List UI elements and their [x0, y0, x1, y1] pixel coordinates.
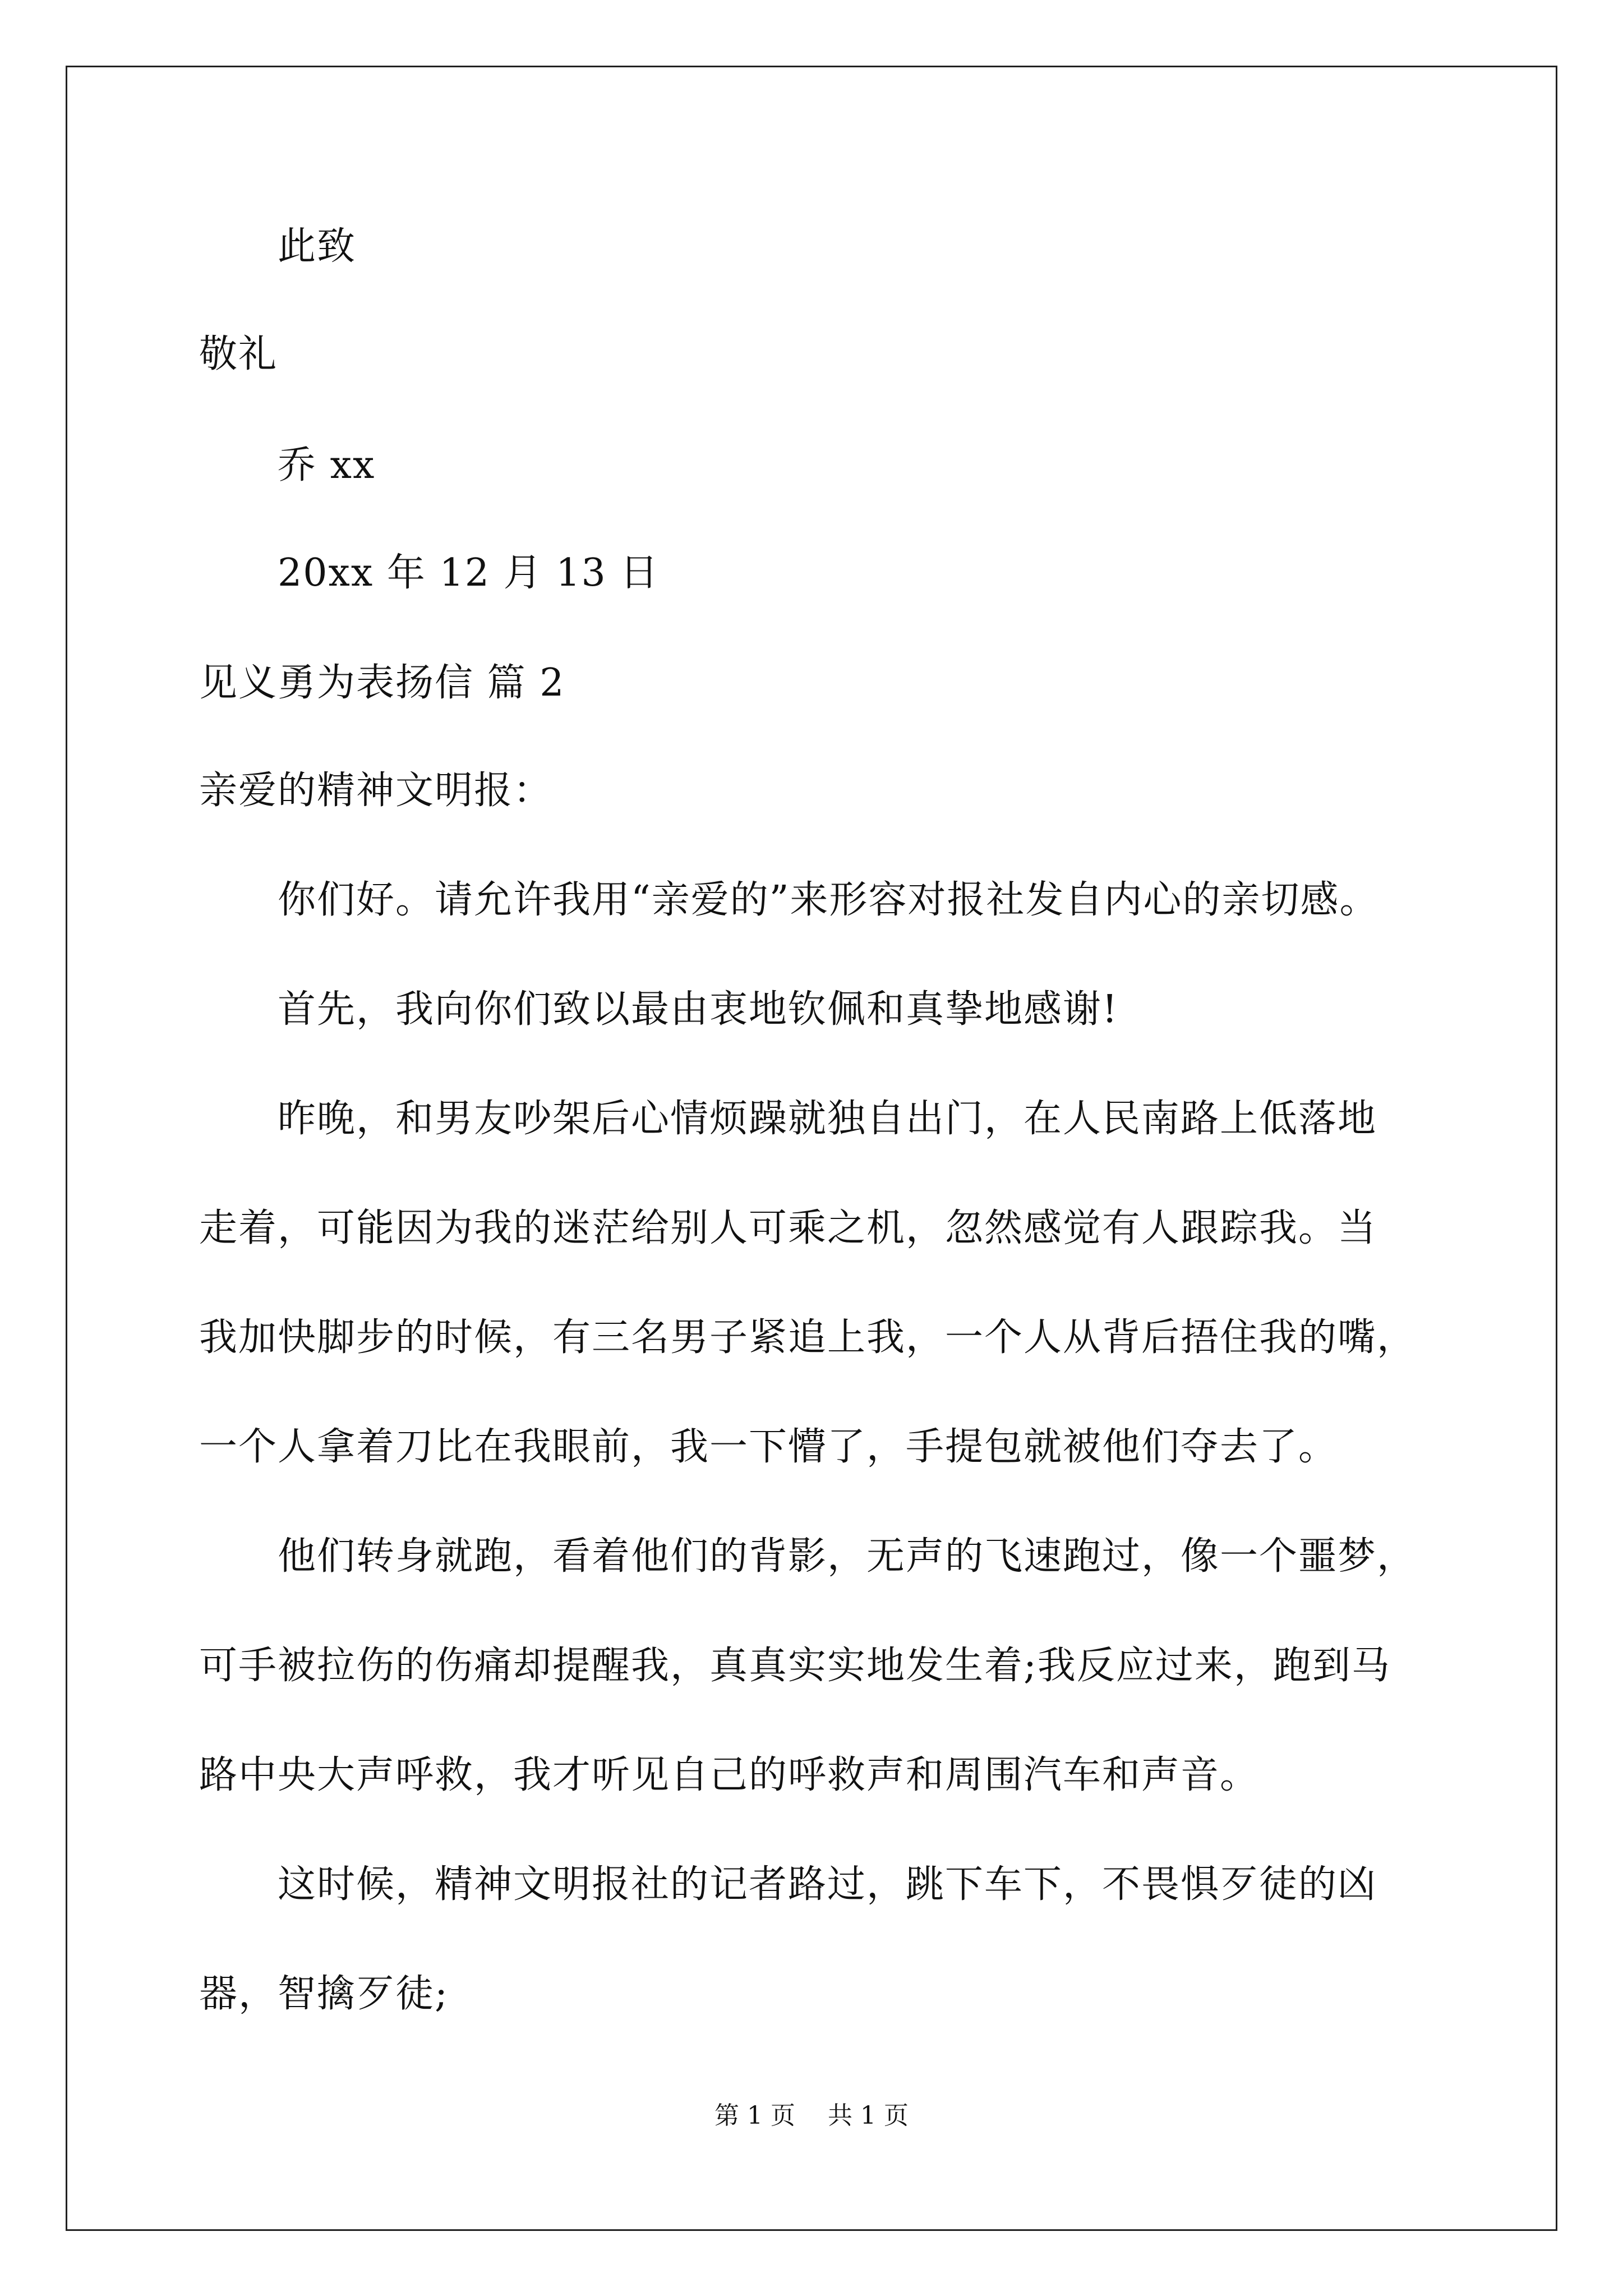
paragraph-line: 这时候，精神文明报社的记者路过，跳下车下，不畏惧歹徒的凶 — [278, 1862, 1377, 1907]
section-title: 见义勇为表扬信 篇 2 — [199, 661, 565, 705]
paragraph-line: 他们转身就跑，看着他们的背影，无声的飞速跑过，像一个噩梦， — [278, 1534, 1417, 1579]
closing-salutation: 此致 — [278, 224, 357, 269]
signature-name: 乔 xx — [278, 443, 376, 487]
closing-regards: 敬礼 — [199, 332, 278, 376]
letter-salutation: 亲爱的精神文明报： — [199, 769, 553, 813]
paragraph-line: 路中央大声呼救，我才听见自己的呼救声和周围汽车和声音。 — [199, 1753, 1260, 1797]
paragraph-line: 一个人拿着刀比在我眼前，我一下懵了，手提包就被他们夺去了。 — [199, 1425, 1338, 1469]
page-number: 第 1 页 — [714, 2101, 795, 2130]
paragraph-line: 可手被拉伤的伤痛却提醒我，真真实实地发生着;我反应过来，跑到马 — [199, 1644, 1391, 1688]
paragraph-line: 我加快脚步的时候，有三名男子紧追上我，一个人从背后捂住我的嘴， — [199, 1315, 1417, 1360]
paragraph-line: 走着，可能因为我的迷茫给别人可乘之机，忽然感觉有人跟踪我。当 — [199, 1206, 1377, 1250]
paragraph-line: 首先，我向你们致以最由衷地钦佩和真挚地感谢! — [278, 987, 1119, 1032]
page-total: 共 1 页 — [828, 2101, 909, 2130]
page-footer — [0, 2100, 1623, 2132]
paragraph-line: 你们好。请允许我用“亲爱的”来形容对报社发自内心的亲切感。 — [278, 878, 1379, 922]
paragraph-line: 器，智擒歹徒; — [199, 1972, 449, 2016]
signature-date: 20xx 年 12 月 13 日 — [278, 551, 660, 595]
paragraph-line: 昨晚，和男友吵架后心情烦躁就独自出门，在人民南路上低落地 — [278, 1097, 1377, 1141]
